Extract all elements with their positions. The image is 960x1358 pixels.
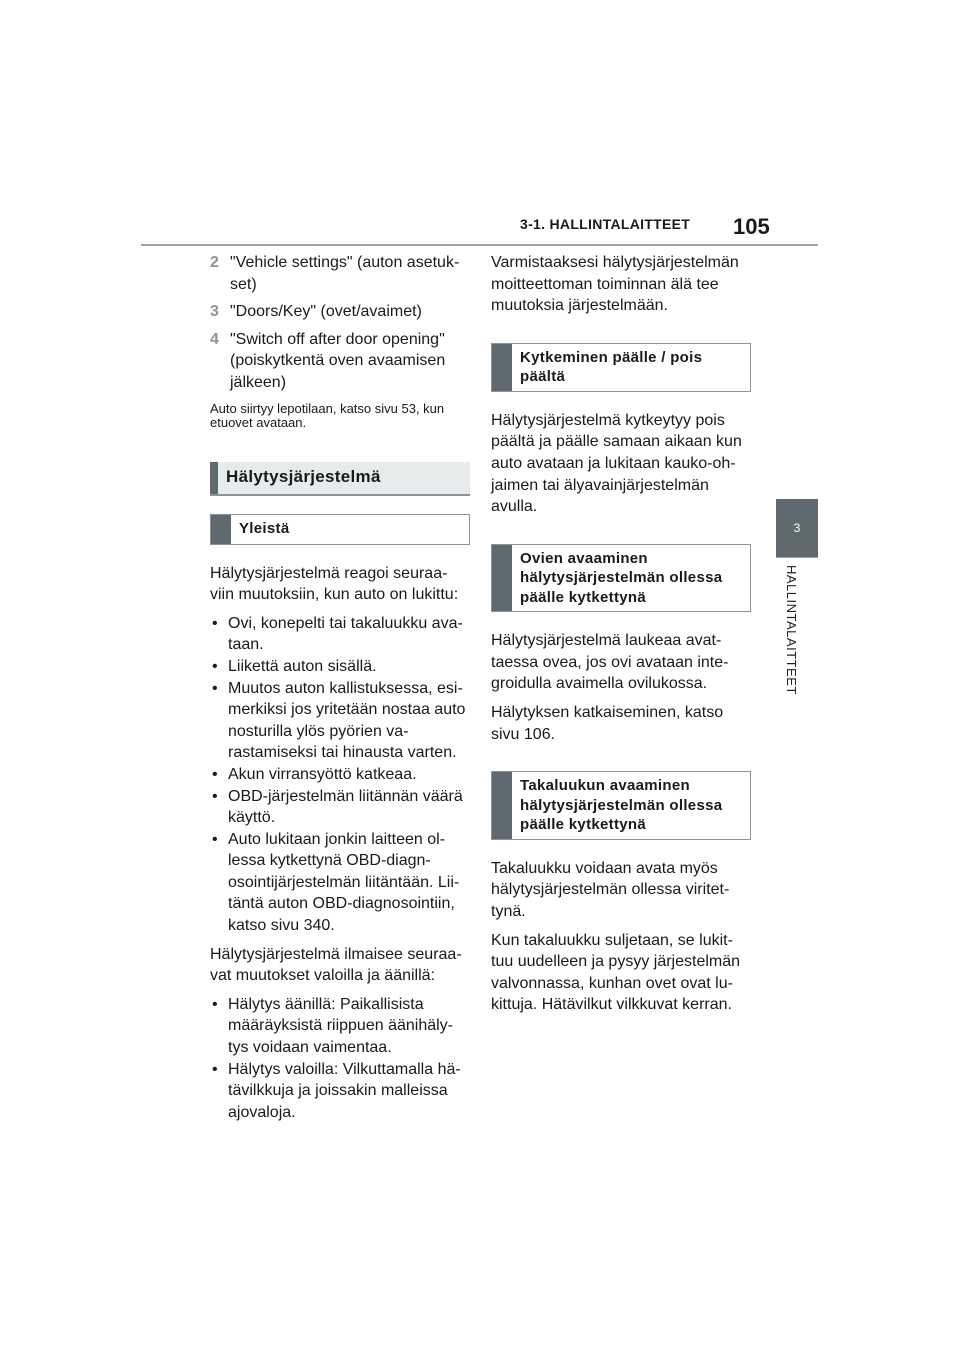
list-item: • Hälytys äänillä: Paikallisista määräyksistä riippuen äänihäly-tys voidaan vaimentaa. bbox=[210, 994, 470, 1059]
section-title: Hälytysjärjestelmä bbox=[226, 466, 381, 486]
list-item: • Liikettä auton sisällä. bbox=[210, 656, 470, 678]
subsection-heading bbox=[491, 544, 751, 613]
signal-list bbox=[210, 994, 470, 1124]
step-number: 2 bbox=[210, 254, 219, 271]
list-item: • OBD-järjestelmän liitännän väärä käyttö. bbox=[210, 786, 470, 829]
page-number: 105 bbox=[733, 214, 770, 239]
heading-marker bbox=[492, 772, 512, 839]
subsection-title: Kytkeminen päälle / pois päältä bbox=[520, 348, 703, 386]
list-item: • Hälytys valoilla: Vilkuttamalla hä-tävilkkuja ja joissakin malleissa ajovaloja. bbox=[210, 1059, 470, 1124]
heading-marker bbox=[492, 344, 512, 391]
integrity-note: Varmistaaksesi hälytysjärjestelmän moitteettoman toiminnan älä tee muutoksia järjestelmään. bbox=[491, 254, 739, 315]
chapter-tab: 3 bbox=[776, 499, 818, 557]
cancel-alarm-text: Hälytyksen katkaiseminen, katso sivu 106. bbox=[491, 704, 724, 743]
subsection-title: Takaluukun avaaminen hälytysjärjestelmän ollessa päälle kytkettynä bbox=[520, 777, 723, 834]
step-text: "Doors/Key" (ovet/avaimet) bbox=[230, 303, 422, 321]
subsection-heading bbox=[491, 771, 751, 840]
list-item: • Auto lukitaan jonkin laitteen ol-lessa kytkettynä OBD-diagn-osointijärjestelmän liitäntään. Lii-täntä auton OBD-diagnosointiin, katso sivu 340. bbox=[210, 829, 470, 937]
list-item: • Akun virransyöttö katkeaa. bbox=[210, 764, 470, 786]
tailgate-text: Takaluukku voidaan avata myös hälytysjärjestelmän ollessa viritet-tynä. bbox=[491, 859, 730, 920]
step-number: 4 bbox=[210, 330, 219, 348]
section-header: 3-1. HALLINTALAITTEET bbox=[520, 216, 691, 232]
door-open-text: Hälytysjärjestelmä laukeaa avat-taessa ovea, jos ovi avataan inte-groidulla avaimella ovilukossa. bbox=[491, 632, 729, 693]
subsection-title: Yleistä bbox=[239, 519, 290, 537]
tailgate-close-text: Kun takaluukku suljetaan, se lukit-tuu uudelleen ja pysyy järjestelmän valvonnassa, kunhan ovet ovat lu-kittuja. Hätävilkut vilkkuvat kerran. bbox=[491, 931, 741, 1014]
step-text: "Vehicle settings" (auton asetuk-set) bbox=[230, 254, 460, 293]
step-number: 3 bbox=[210, 303, 219, 321]
subsection-heading bbox=[491, 343, 751, 392]
step-text: "Switch off after door opening" (poiskytkentä oven avaamisen jälkeen) bbox=[230, 330, 446, 391]
header-divider bbox=[141, 244, 818, 246]
sleep-note: Auto siirtyy lepotilaan, katso sivu 53, kun etuovet avataan. bbox=[210, 400, 445, 430]
heading-marker bbox=[211, 515, 231, 544]
trigger-list bbox=[210, 613, 470, 937]
subsection-title: Ovien avaaminen hälytysjärjestelmän ollessa päälle kytkettynä bbox=[520, 549, 723, 606]
subsection-heading bbox=[210, 514, 470, 545]
list-item: • Muutos auton kallistuksessa, esi-merkiksi jos yritetään nostaa auto nosturilla ylös pyörien va-rastamiseksi tai hinausta varten. bbox=[210, 678, 470, 764]
heading-marker bbox=[492, 545, 512, 612]
list-item: • Ovi, konepelti tai takaluukku ava-taan. bbox=[210, 613, 470, 656]
step-item bbox=[210, 252, 470, 295]
toggle-text: Hälytysjärjestelmä kytkeytyy pois päältä ja päälle samaan aikaan kun auto avataan ja lukitaan kauko-oh-jaimen tai älyavainjärjestelmän avulla. bbox=[491, 411, 742, 516]
chapter-label: HALLINTALAITTEET bbox=[784, 565, 799, 695]
step-item bbox=[210, 301, 470, 323]
left-column bbox=[210, 252, 470, 1130]
section-heading bbox=[210, 462, 470, 496]
right-column bbox=[491, 252, 751, 1023]
chapter-divider bbox=[776, 557, 818, 558]
heading-marker bbox=[210, 462, 218, 494]
signals-intro: Hälytysjärjestelmä ilmaisee seuraa-vat muutokset valoilla ja äänillä: bbox=[210, 945, 462, 985]
step-item bbox=[210, 329, 470, 394]
alarm-intro: Hälytysjärjestelmä reagoi seuraa-viin muutoksiin, kun auto on lukittu: bbox=[210, 564, 459, 604]
